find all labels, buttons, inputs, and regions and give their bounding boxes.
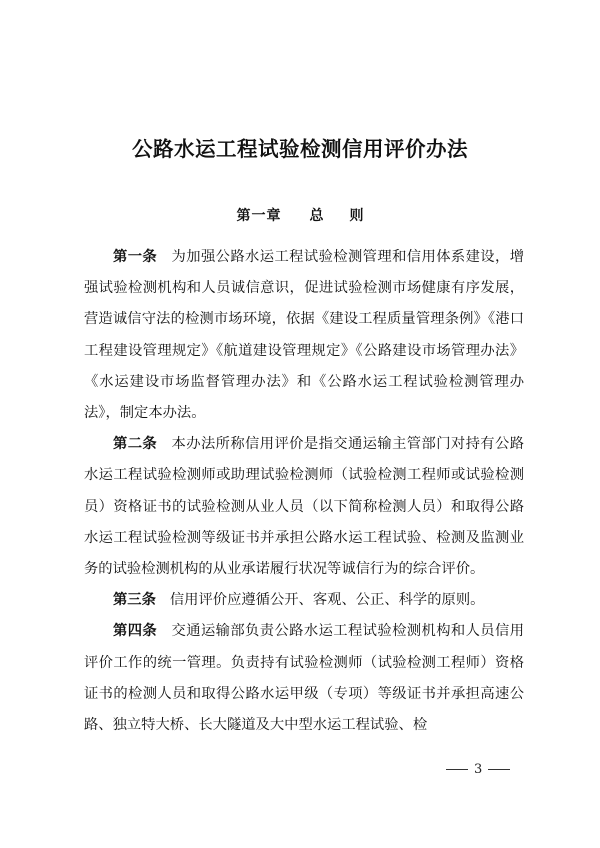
body-text xyxy=(84,242,524,741)
page-number-dash-right xyxy=(488,769,510,770)
article-text: 交通运输部负责公路水运工程试验检测机构和人员信用评价工作的统一管理。负责持有试验检测师（试验检测工程师）资格证书的检测人员和取得公路水运甲级（专项）等级证书并承担高速公路、独立特大桥、长大隧道及大中型水运工程试验、检 xyxy=(84,623,525,734)
article-number: 第二条 xyxy=(113,436,158,453)
chapter-name-part2: 则 xyxy=(349,208,364,224)
article-text: 信用评价应遵循公开、客观、公正、科学的原则。 xyxy=(169,592,485,609)
article-4 xyxy=(84,616,524,741)
article-text: 为加强公路水运工程试验检测管理和信用体系建设，增强试验检测机构和人员诚信意识，促进试验检测市场健康有序发展，营造诚信守法的检测市场环境，依据《建设工程质量管理条例》《港口工程建设管理规定》《航道建设管理规定》《公路建设市场管理办法》《水运建设市场监督管理办法》和《公路水运工程试验检测管理办法》，制定本办法。 xyxy=(84,249,525,422)
article-number: 第四条 xyxy=(113,623,158,640)
document-title: 公路水运工程试验检测信用评价办法 xyxy=(132,137,468,161)
chapter-label: 第一章 xyxy=(236,208,282,224)
chapter-name-part1: 总 xyxy=(309,208,324,224)
article-3 xyxy=(84,585,524,616)
page-number xyxy=(440,762,516,777)
article-number: 第三条 xyxy=(113,592,156,609)
article-number: 第一条 xyxy=(113,249,158,265)
article-1 xyxy=(84,242,524,429)
page-number-value: 3 xyxy=(474,762,483,777)
article-text: 本办法所称信用评价是指交通运输主管部门对持有公路水运工程试验检测师或助理试验检测师（试验检测工程师或试验检测员）资格证书的试验检测从业人员（以下简称检测人员）和取得公路水运工程试验检测等级证书并承担公路水运工程试验、检测及监测业务的试验检测机构的从业承诺履行状况等诚信行为的综合评价。 xyxy=(84,436,525,578)
article-2 xyxy=(84,429,524,585)
chapter-heading xyxy=(0,205,600,225)
page-number-dash-left xyxy=(446,769,468,770)
